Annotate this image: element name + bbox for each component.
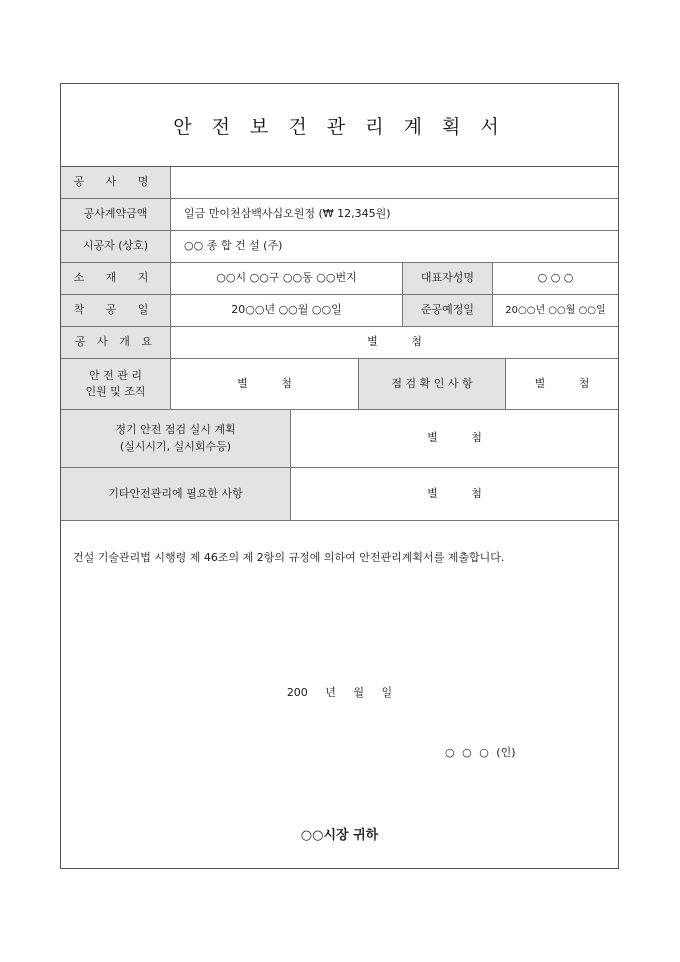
safety-org-label-line2: 인원 및 조직 <box>85 385 146 398</box>
other-matters-value: 별 첨 <box>291 468 618 521</box>
recipient: ○○시장 귀하 <box>300 828 379 843</box>
contract-amount-label: 공사계약금액 <box>61 199 171 231</box>
overview-label: 공 사 개 요 <box>61 327 171 359</box>
inspection-label: 점 검 확 인 사 항 <box>359 359 506 410</box>
applicant-signature: ○ ○ ○ (인) <box>445 746 516 759</box>
contractor-value: ○○ 종 합 건 설 (주) <box>171 231 618 263</box>
regular-inspection-value: 별 첨 <box>291 410 618 468</box>
form-title: 안 전 보 건 관 리 계 획 서 <box>61 84 618 167</box>
contractor-label: 시공자 (상호) <box>61 231 171 263</box>
overview-value: 별 첨 <box>171 327 618 359</box>
location-label: 소 재 지 <box>61 263 171 295</box>
completion-date-label: 준공예정일 <box>403 295 493 327</box>
regular-inspection-label <box>61 410 291 468</box>
safety-org-label-line1: 안 전 관 리 <box>89 368 142 382</box>
completion-date-value: 20○○년 ○○월 ○○일 <box>493 295 618 327</box>
start-date-label: 착 공 일 <box>61 295 171 327</box>
representative-label: 대표자성명 <box>403 263 493 295</box>
representative-value: ○ ○ ○ <box>493 263 618 295</box>
regular-inspection-label-line1: 정기 안전 점검 실시 계획 <box>115 423 236 436</box>
safety-plan-form <box>60 83 619 869</box>
submission-statement: 건설 기술관리법 시행령 제 46조의 제 2항의 규정에 의하여 안전관리계획서를 제출합니다. <box>73 551 505 564</box>
safety-org-value: 별 첨 <box>171 359 359 410</box>
regular-inspection-label-line2: (실시시기, 실시회수등) <box>119 439 232 453</box>
safety-org-label <box>61 359 171 410</box>
other-matters-label: 기타안전관리에 필요한 사항 <box>61 468 291 521</box>
inspection-value: 별 첨 <box>506 359 618 410</box>
start-date-value: 20○○년 ○○월 ○○일 <box>171 295 403 327</box>
location-value: ○○시 ○○구 ○○동 ○○번지 <box>171 263 403 295</box>
submission-date: 200 년 월 일 <box>286 686 393 699</box>
project-name-label: 공 사 명 <box>61 167 171 199</box>
contract-amount-value: 일금 만이천삼백사십오원정 (₩ 12,345원) <box>171 199 618 231</box>
project-name-value <box>171 167 618 199</box>
